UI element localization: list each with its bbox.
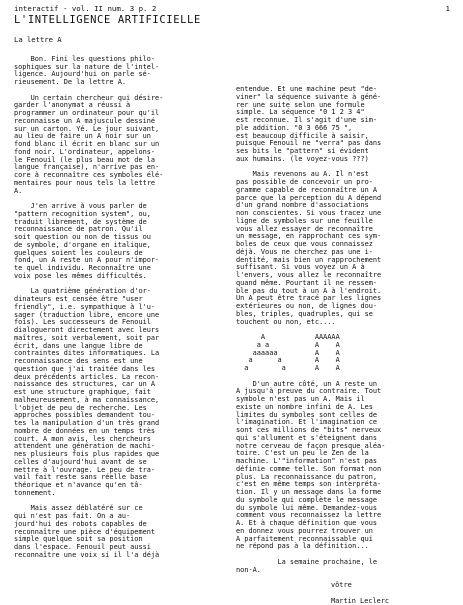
header-publication: interactif - vol. II num. 3 p. 2 — [14, 4, 156, 13]
a-pattern-line: a a A A — [236, 365, 451, 373]
article-subtitle: La lettre A — [14, 36, 229, 44]
left-column — [14, 36, 229, 567]
a-pattern-line: A AAAAAA — [236, 334, 451, 342]
a-pattern-line: a a A A — [236, 342, 451, 350]
right-column — [236, 86, 451, 605]
a-pattern-line: aaaaaa A A — [236, 350, 451, 358]
left-paragraph-3: J'en arrive à vous parler de "pattern recognition system", ou, traduit librement, de système de reconnaissance de patron. Qu'il soit question ou non de tissus ou de symbole, d'organe en italique, quelques soient les couleurs de fond, un A reste un A pour n'impor- te quel individu. Reconnaître une voix pose les mêmes difficultés. — [14, 203, 229, 281]
left-paragraph-2: Un certain chercheur qui désire- garder l'anonymat a réussi à programmer un ordinateur pour qu'il reconnaisse un A majuscule dessiné sur un carton. Yé. Le jour suivant, au lieu de faire un A noir sur un fond blanc il écrit en blanc sur un fond noir. L'ordinateur, appelons- le Fenouil (le plus beau mot de la langue française), n'arrive pas en- core à reconnaître ces symboles élé- mentaires pour nous tels la lettre A. — [14, 95, 229, 196]
a-pattern-line: a a A A — [236, 357, 451, 365]
left-paragraph-1: Bon. Fini les questions philo- sophiques sur la nature de l'intel- ligence. Aujourd'hui on parle sé- rieusement. De la lettre A. — [14, 56, 229, 87]
right-paragraph-4: La semaine prochaine, le non-A. — [236, 559, 451, 575]
right-paragraph-3: D'un autre côté, un A reste un A jusqu'à preuve du contraire. Tout symbole n'est pas un A. Mais il existe un nombre infini de A. Les limites du symboles sont celles de l'imagination. Et l'imagination ce sont ces millions de "bits" nerveux qui s'allument et s'éteignent dans notre cerveau de façon presque aléa- toire. C'est un peu le Zen de la machine. L'"information" n'est pas définie comme telle. Son format non plus. La reconnaissance du patron, c'est en même temps son interpréta- tion. Il y un message dans la forme du symbole qui complète le message du symbole lui même. Demandez-vous comment vous reconnaissez la lettre A. Et à chaque définition que vous en donnez vous pourrez trouver un A parfaitement reconnaissable qui ne répond pas à la définition... — [236, 381, 451, 552]
left-paragraph-4: La quatrième génération d'or- dinateurs est censée être "user friendly", i.e. sympathique à l'u- sager (traduction libre, encore une fois). Les successeurs de Fenouil dialogueront directement avec leurs maîtres, soit verbalement, soit par écrit, dans une langue libre de contraintes dites informatiques. La reconnaissance des sens est une question que j'ai traitée dans les deux précédents articles. La recon- naissance des structures, car un A est une structure graphique, fait malheureusement, à ma connaissance, l'objet de peu de recherche. Les approches possibles demandent tou- tes la manipulation d'un très grand nombre de données en un temps très court. A mon avis, les chercheurs attendent une génération de machi- nes plusieurs fois plus rapides que celles d'aujourd'hui avant de se mettre à l'ouvrage. Le peu de tra- vail fait reste sans réelle base théorique et n'avance qu'en tâ- tonnement. — [14, 288, 229, 497]
header-mark: 1 — [446, 4, 450, 13]
a-pattern-figure — [236, 334, 451, 373]
left-paragraph-5: Mais assez déblatéré sur ce qui n'est pas fait. On a au- jourd'hui des robots capables de reconnaître une pièce d'équipement simple quelque soit sa position dans l'espace. Fenouil peut aussi reconnaître une voix si il l'a déjà — [14, 505, 229, 559]
signoff-closing: vôtre — [236, 582, 451, 590]
right-paragraph-1: entendue. Et une machine peut "de- viner" la séquence suivante à géné- rer une suite selon une formule simple. La séquence "0 1 2 3 4" est reconnue. Il s'agit d'une sim- ple addition. "0 3 666 75 ", est beaucoup difficile à saisir, puisque Fenouil ne "verra" pas dans ses bits le "pattern" si évident aux humains. (le voyez-vous ???) — [236, 86, 451, 164]
signoff-author: Martin Leclerc — [236, 598, 451, 605]
right-paragraph-2: Mais revenons au A. Il n'est pas possible de concevoir un pro- gramme capable de reconnaître un A parce que la perception du A dépend d'un grand nombre d'associations non conscientes. Si vous tracez une ligne de symboles sur une feuille vous allez essayer de reconnaître un message, en rapprochant ces sym- boles de ceux que vous connaissez déjà. Vous ne cherchez pas une i- dentité, mais bien un rapprochement suffisant. Si vous voyez un A à l'envers, vous allez le reconnaître quand même. Pourtant il ne ressem- ble pas du tout à un A à l'endroit. Un A peut être tracé par les lignes extérieures ou non, de lignes dou- bles, triples, quadruples, qui se touchent ou non, etc.... — [236, 171, 451, 326]
article-title: L'INTELLIGENCE ARTIFICIELLE — [14, 14, 201, 26]
